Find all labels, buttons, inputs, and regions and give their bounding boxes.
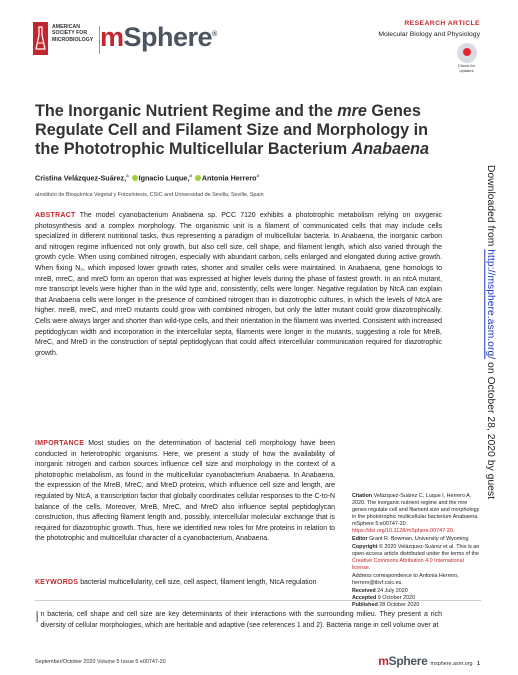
doi-link[interactable]: https://doi.org/10.1128/mSphere.00747-20. [352, 528, 455, 534]
download-banner: Downloaded from http://msphere.asm.org/ on October 28, 2020 by guest [485, 165, 496, 500]
drop-cap: I [35, 609, 40, 626]
editor: Editor Grant R. Bowman, University of Wyoming [352, 536, 469, 542]
issue-info: September/October 2020 Volume 5 Issue 5 e00747-20 [35, 659, 166, 665]
abstract-label: ABSTRACT [35, 212, 76, 219]
article-type: RESEARCH ARTICLE [404, 20, 480, 27]
article-section: Molecular Biology and Physiology [378, 31, 480, 38]
flask-icon [35, 25, 46, 52]
citation: Citation Velázquez-Suárez C, Luque I, Herrero A. 2020. The inorganic nutrient regime and the mre genes regulate cell and filament size and morphology in the phototrophic multicellular bacterium Anabaena. mSphere 5:e00747-20. https://doi.org/10.1128/mSphere.00747-20. [352, 493, 480, 534]
intro-text: n bacteria, cell shape and cell size are key determinants of their interactions with the surrounding milieu. They present a rich diversity of cellular morphologies, which are heritable and adaptive (see references 1 and 2). Bacteria range in cell volume over at [40, 611, 442, 629]
orcid-icon[interactable] [132, 175, 138, 181]
license-link[interactable]: Creative Commons Attribution 4.0 International license. [352, 558, 464, 571]
accepted-date: Accepted 9 October 2020 [352, 595, 415, 601]
copyright: Copyright © 2020 Velázquez-Suárez et al. This is an open-access article distributed under the terms of the Creative Commons Attribution 4.0 International license. [352, 544, 480, 571]
asm-logo-mark [33, 22, 48, 55]
footer-journal [378, 654, 480, 668]
asm-logo [33, 22, 95, 62]
article-title: The Inorganic Nutrient Regime and the mre Genes Regulate Cell and Filament Size and Morphology in the Phototrophic Multicellular Bacterium Anabaena [35, 102, 429, 158]
check-for-updates-button[interactable]: Check for updates [452, 43, 481, 75]
affiliation: aInstituto de Bioquímica Vegetal y Fotosíntesis, CSIC and Universidad de Sevilla, Seville, Spain [35, 192, 264, 198]
journal-logo: mSphere® [100, 22, 217, 52]
importance-label: IMPORTANCE [35, 440, 85, 447]
journal-home-link[interactable]: http://msphere.asm.org/ [485, 249, 496, 360]
received-date: Received 24 July 2020 [352, 588, 408, 594]
importance [35, 439, 335, 545]
journal-url[interactable]: msphere.asm.org [430, 661, 473, 667]
article-info-panel [352, 493, 480, 609]
published-date: Published 28 October 2020 [352, 602, 420, 608]
importance-text: Most studies on the determination of bacterial cell morphology have been conducted in heterotrophic organisms. Here, we present a study of how the availability of inorganic nitrogen and carbon sources influence cell size and morphology in the context of a phototrophic metabolism, as found in the multicellular cyanobacterium Anabaena. In Anabaena, the expression of the MreB, MreC, and MreD proteins, which influence cell size and length, are regulated by NtcA, a transcription factor that globally coordinates cellular responses to the C-to-N balance of the cells. Moreover, MreB, MreC, and MreD also influence septal peptidoglycan construction, thus affecting filament length and, possibly, intercellular molecular exchange that is required for diazotrophic growth. Thus, here we identified new roles for Mre proteins in relation to the phototrophic and multicellular character of a cyanobacterium, Anabaena. [35, 440, 335, 543]
footer-logo: mSphere [378, 654, 428, 668]
keywords [35, 578, 335, 589]
check-updates-icon [457, 43, 477, 63]
orcid-icon[interactable] [195, 175, 201, 181]
page-number: 1 [477, 661, 480, 667]
abstract-text: The model cyanobacterium Anabaena sp. PCC 7120 exhibits a phototrophic metabolism relying on oxygenic photosynthesis and a complex morphology. The organismic unit is a filament of communicated cells that may include cells specialized in different nutritional tasks, thus representing a paradigm of multicellular bacteria. In Anabaena, the inorganic carbon and nitrogen regime influenced not only growth, but also cell size, cell shape, and filament length, which also varied through the growth cycle. When using combined nitrogen, especially with abundant carbon, cells enlarged and elongated during active growth. When fixing N₂, which imposed lower growth rates, shorter and smaller cells were maintained. In Anabaena, gene homologs to mreB, mreC, and mreD form an operon that was expressed at higher levels during the phase of fastest growth. In an ntcA mutant, mre transcript levels were higher than in the wild type and, consistently, cells were longer. Negative regulation by NtcA can explain that Anabaena cells were longer in the presence of combined nitrogen than in diazotrophic cultures, in which the levels of NtcA are higher. mreB, mreC, and mreD mutants could grow with combined nitrogen, but only the latter mutant could grow diazotrophically. Cells were always larger and shorter than wild-type cells, and their orientation in the filament was inverted. Consistent with increased peptidoglycan width and incorporation in the intercellular septa, filaments were longer in the mutants, suggesting a role for MreB, MreC, and MreD in the construction of septal peptidoglycan that could affect intercellular communication required for diazotrophic growth. [35, 212, 442, 357]
introduction [35, 610, 442, 631]
correspondence: Address correspondence to Antonia Herrero, herrero@ibvf.csic.es. [352, 573, 459, 586]
keywords-label: KEYWORDS [35, 579, 79, 586]
keywords-text: bacterial multicellularity, cell size, cell aspect, filament length, NtcA regulation [80, 579, 317, 586]
society-name: AMERICAN SOCIETY FOR MICROBIOLOGY [52, 24, 94, 43]
author-list: Cristina Velázquez-Suárez,$^a$ Ignacio Luque,$^a$ Antonia Herrero$^a$ [35, 173, 260, 183]
abstract [35, 211, 442, 359]
